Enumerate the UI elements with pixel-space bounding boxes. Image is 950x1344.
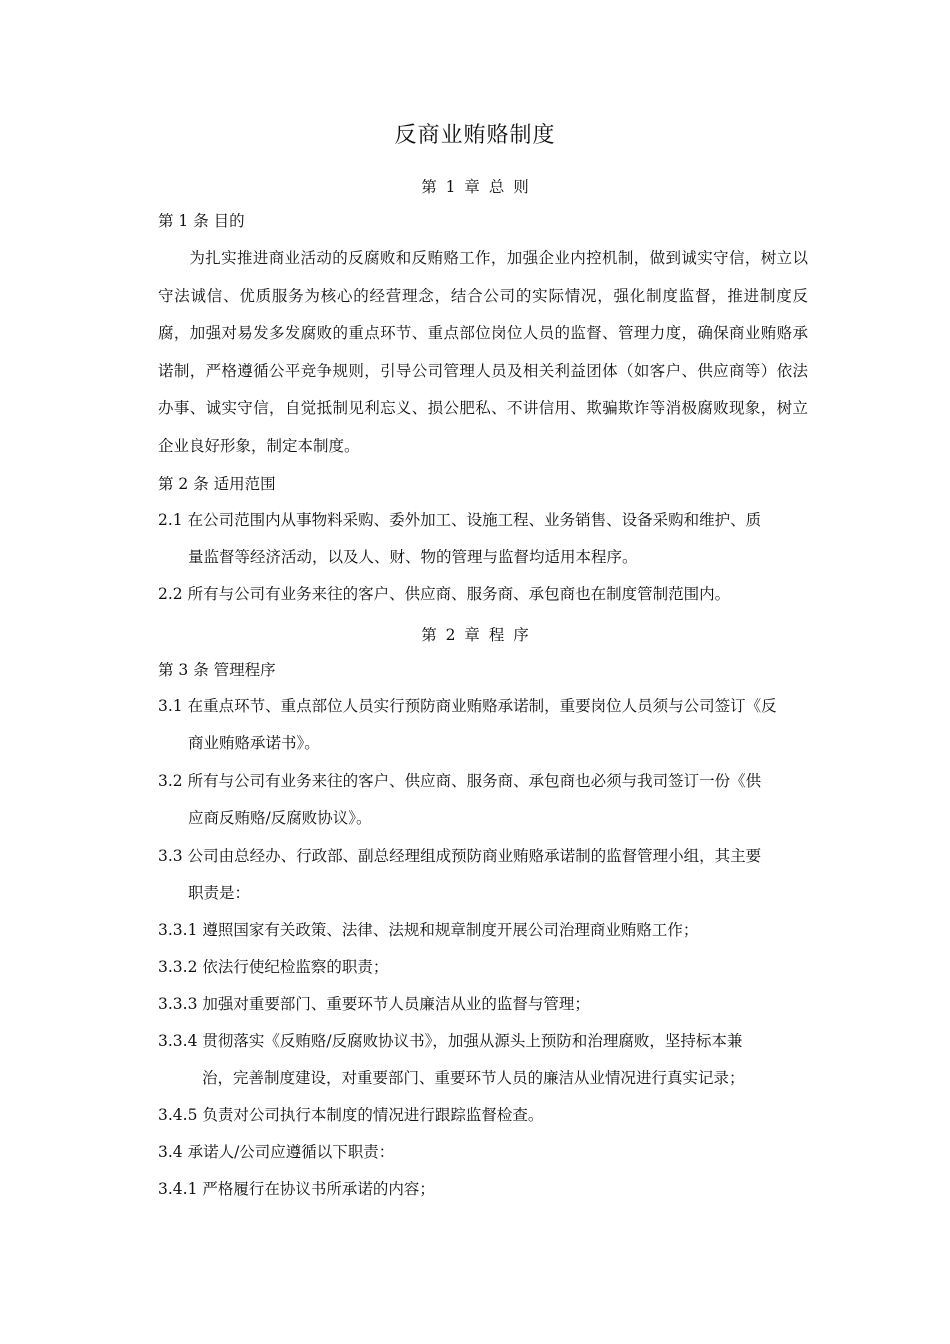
clause-3-3-line-2: 职责是： <box>188 884 251 902</box>
clause-3-4-1: 3.4.1 严格履行在协议书所承诺的内容； <box>158 1180 435 1198</box>
article-2-heading: 第 2 条 适用范围 <box>158 475 276 493</box>
article-1-text: 为扎实推进商业活动的反腐败和反贿赂工作，加强企业内控机制，做到诚实守信，树立以守法诚信、优质服务为核心的经营理念，结合公司的实际情况，强化制度监督，推进制度反腐，加强对易发多发腐败的重点环节、重点部位岗位人员的监督、管理力度，确保商业贿赂承诺制，严格遵循公平竞争规则，引导公司管理人员及相关利益团体（如客户、供应商等）依法办事、诚实守信，自觉抵制见利忘义、损公肥私、不讲信用、欺骗欺诈等消极腐败现象，树立企业良好形象，制定本制度。 <box>158 249 808 455</box>
clause-3-2-line-1: 3.2 所有与公司有业务来往的客户、供应商、服务商、承包商也必须与我司签订一份《供 <box>158 772 762 790</box>
clause-3-3-4 <box>158 1023 808 1097</box>
clause-3-3-4-line-2: 治，完善制度建设，对重要部门、重要环节人员的廉洁从业情况进行真实记录； <box>202 1069 745 1087</box>
clause-2-1-line-1: 2.1 在公司范围内从事物料采购、委外加工、设施工程、业务销售、设备采购和维护、质 <box>158 511 762 529</box>
clause-3-3-2: 3.3.2 依法行使纪检监察的职责； <box>158 958 389 976</box>
clause-3-2 <box>158 763 808 837</box>
chapter-2-heading: 第 2 章 程 序 <box>421 626 529 644</box>
article-1-body <box>158 240 808 465</box>
clause-3-1-line-2: 商业贿赂承诺书》。 <box>188 734 320 752</box>
clause-3-3 <box>158 838 808 912</box>
document-title: 反商业贿赂制度 <box>394 123 556 148</box>
clause-2-2: 2.2 所有与公司有业务来往的客户、供应商、服务商、承包商也在制度管制范围内。 <box>158 585 731 603</box>
clause-3-3-1: 3.3.1 遵照国家有关政策、法律、法规和规章制度开展公司治理商业贿赂工作； <box>158 921 699 939</box>
clause-3-2-line-2: 应商反贿赂/反腐败协议》。 <box>188 809 372 827</box>
clause-3-1-line-1: 3.1 在重点环节、重点部位人员实行预防商业贿赂承诺制，重要岗位人员须与公司签订《反 <box>158 697 777 715</box>
article-1-heading: 第 1 条 目的 <box>158 212 245 230</box>
clause-3-3-line-1: 3.3 公司由总经办、行政部、副总经理组成预防商业贿赂承诺制的监督管理小组，其主要 <box>158 847 762 865</box>
clause-3-1 <box>158 688 808 762</box>
clause-3-3-3: 3.3.3 加强对重要部门、重要环节人员廉洁从业的监督与管理； <box>158 995 590 1013</box>
clause-2-1 <box>158 502 808 576</box>
article-3-heading: 第 3 条 管理程序 <box>158 661 276 679</box>
clause-3-4: 3.4 承诺人/公司应遵循以下职责： <box>158 1143 395 1161</box>
clause-3-3-4-line-1: 3.3.4 贯彻落实《反贿赂/反腐败协议书》，加强从源头上预防和治理腐败，坚持标本兼 <box>158 1032 743 1050</box>
clause-2-1-line-2: 量监督等经济活动，以及人、财、物的管理与监督均适用本程序。 <box>188 548 638 566</box>
clause-3-4-5: 3.4.5 负责对公司执行本制度的情况进行跟踪监督检查。 <box>158 1106 544 1124</box>
chapter-1-heading: 第 1 章 总 则 <box>421 178 529 196</box>
